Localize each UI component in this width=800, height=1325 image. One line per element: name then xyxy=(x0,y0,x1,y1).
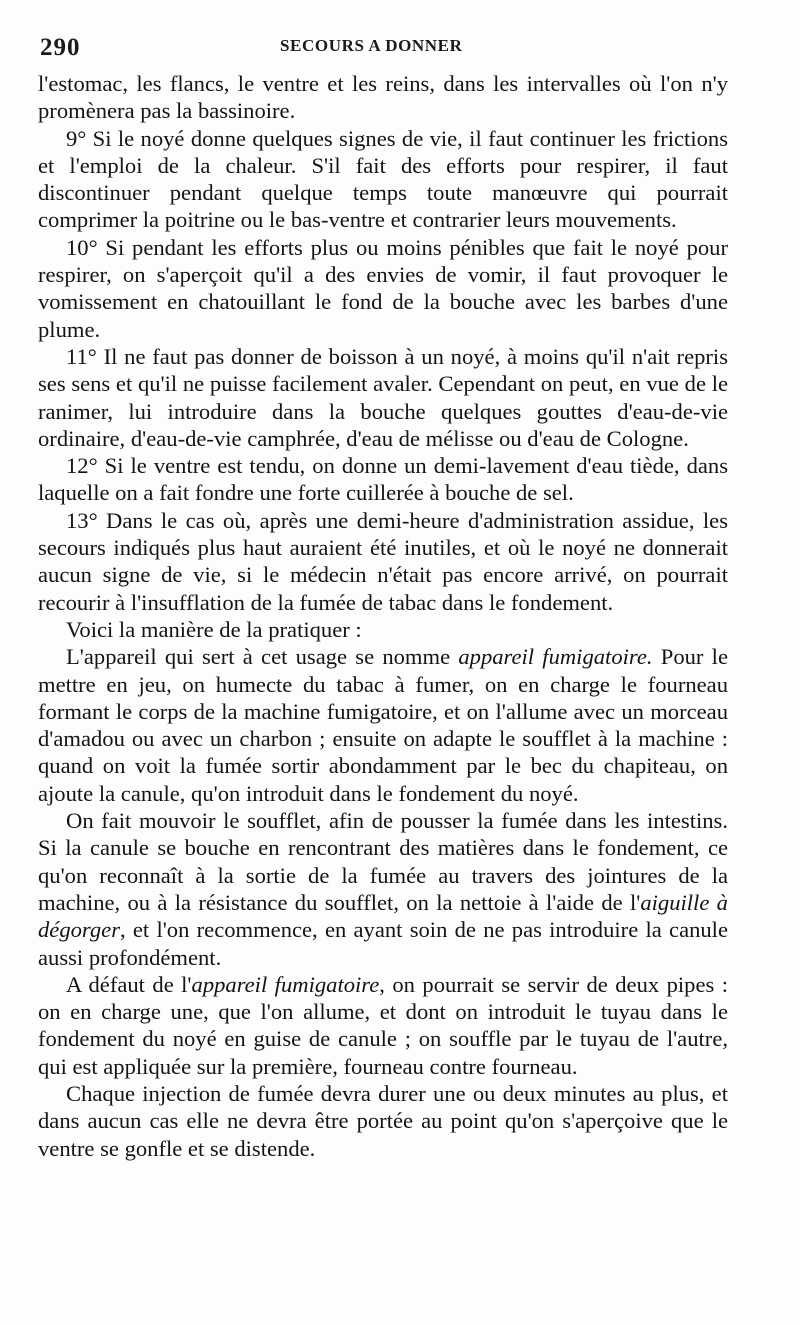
paragraph-text: A défaut de l' xyxy=(66,971,192,997)
paragraph: 11° Il ne faut pas donner de boisson à un noyé, à moins qu'il n'ait repris ses sens et qu'il ne puisse facilement avaler. Cependant on peut, en vue de le ranimer, lui introduire dans la bouche quelques gouttes d'eau-de-vie ordinaire, d'eau-de-vie camphrée, d'eau de mélisse ou d'eau de Cologne. xyxy=(38,343,728,451)
paragraph-text: On fait mouvoir le soufflet, afin de pousser la fumée dans les intestins. Si la canule se bouche en rencontrant des matières dans le fondement, ce qu'on reconnaît à la sortie de la fumée au travers des jointures de la machine, ou à la résistance du soufflet, on la nettoie à l'aide de l' xyxy=(38,808,728,915)
italic-term: appareil fumigatoire. xyxy=(458,644,653,670)
paragraph-text: Pour le mettre en jeu, on humecte du tabac à fumer, on en charge le fourneau formant le corps de la machine fumigatoire, et on l'allume avec un morceau d'amadou ou avec un charbon ; ensuite on adapte le soufflet à la machine : quand on voit la fumée sortir abondamment par le bec du chapiteau, on ajoute la canule, qu'on introduit dans le fondement du noyé. xyxy=(38,644,728,806)
paragraph: Chaque injection de fumée devra durer une ou deux minutes au plus, et dans aucun cas elle ne devra être portée au point qu'on s'aperçoive que le ventre se gonfle et se distende. xyxy=(38,1080,728,1161)
paragraph xyxy=(38,971,728,1080)
page-header xyxy=(40,34,740,61)
paragraph-text: , on pourrait se servir de deux pipes : on en charge une, que l'on allume, et dont on introduit le tuyau dans le fondement du noyé en guise de canule ; on souffle par le tuyau de l'autre, qui est appliquée sur la première, fourneau contre fourneau. xyxy=(38,971,729,1079)
paragraph xyxy=(38,643,728,807)
paragraph: 12° Si le ventre est tendu, on donne un demi-lavement d'eau tiède, dans laquelle on a fait fondre une forte cuillerée à bouche de sel. xyxy=(38,453,728,506)
paragraph: 10° Si pendant les efforts plus ou moins pénibles que fait le noyé pour respirer, on s'aperçoit qu'il a des envies de vomir, il faut provoquer le vomissement en chatouillant le fond de la bouche avec les barbes d'une plume. xyxy=(38,234,728,342)
paragraph: 9° Si le noyé donne quelques signes de vie, il faut continuer les frictions et l'emploi de la chaleur. S'il fait des efforts pour respirer, il faut discontinuer pendant quelque temps toute manœuvre qui pourrait comprimer la poitrine ou le bas-ventre et contrarier leurs mouvements. xyxy=(38,125,728,233)
paragraph: Voici la manière de la pratiquer : xyxy=(66,616,362,642)
paragraph: l'estomac, les flancs, le ventre et les reins, dans les intervalles où l'on n'y promènera pas la bassinoire. xyxy=(38,71,728,124)
running-head: SECOURS A DONNER xyxy=(280,36,463,55)
body-text xyxy=(38,70,728,1162)
page-number: 290 xyxy=(40,34,81,61)
paragraph-text: L'appareil qui sert à cet usage se nomme xyxy=(66,644,459,670)
paragraph: 13° Dans le cas où, après une demi-heure d'administration assidue, les secours indiqués plus haut auraient été inutiles, et où le noyé ne donnerait aucun signe de vie, si le médecin n'était pas encore arrivé, on pourrait recourir à l'insufflation de la fumée de tabac dans le fondement. xyxy=(38,507,728,615)
italic-term: appareil fumigatoire xyxy=(191,971,380,997)
paragraph-text: , et l'on recommence, en ayant soin de ne pas introduire la canule aussi profondément. xyxy=(38,917,728,970)
paragraph xyxy=(38,807,728,971)
italic-term: aiguille à dégorger xyxy=(38,889,728,943)
